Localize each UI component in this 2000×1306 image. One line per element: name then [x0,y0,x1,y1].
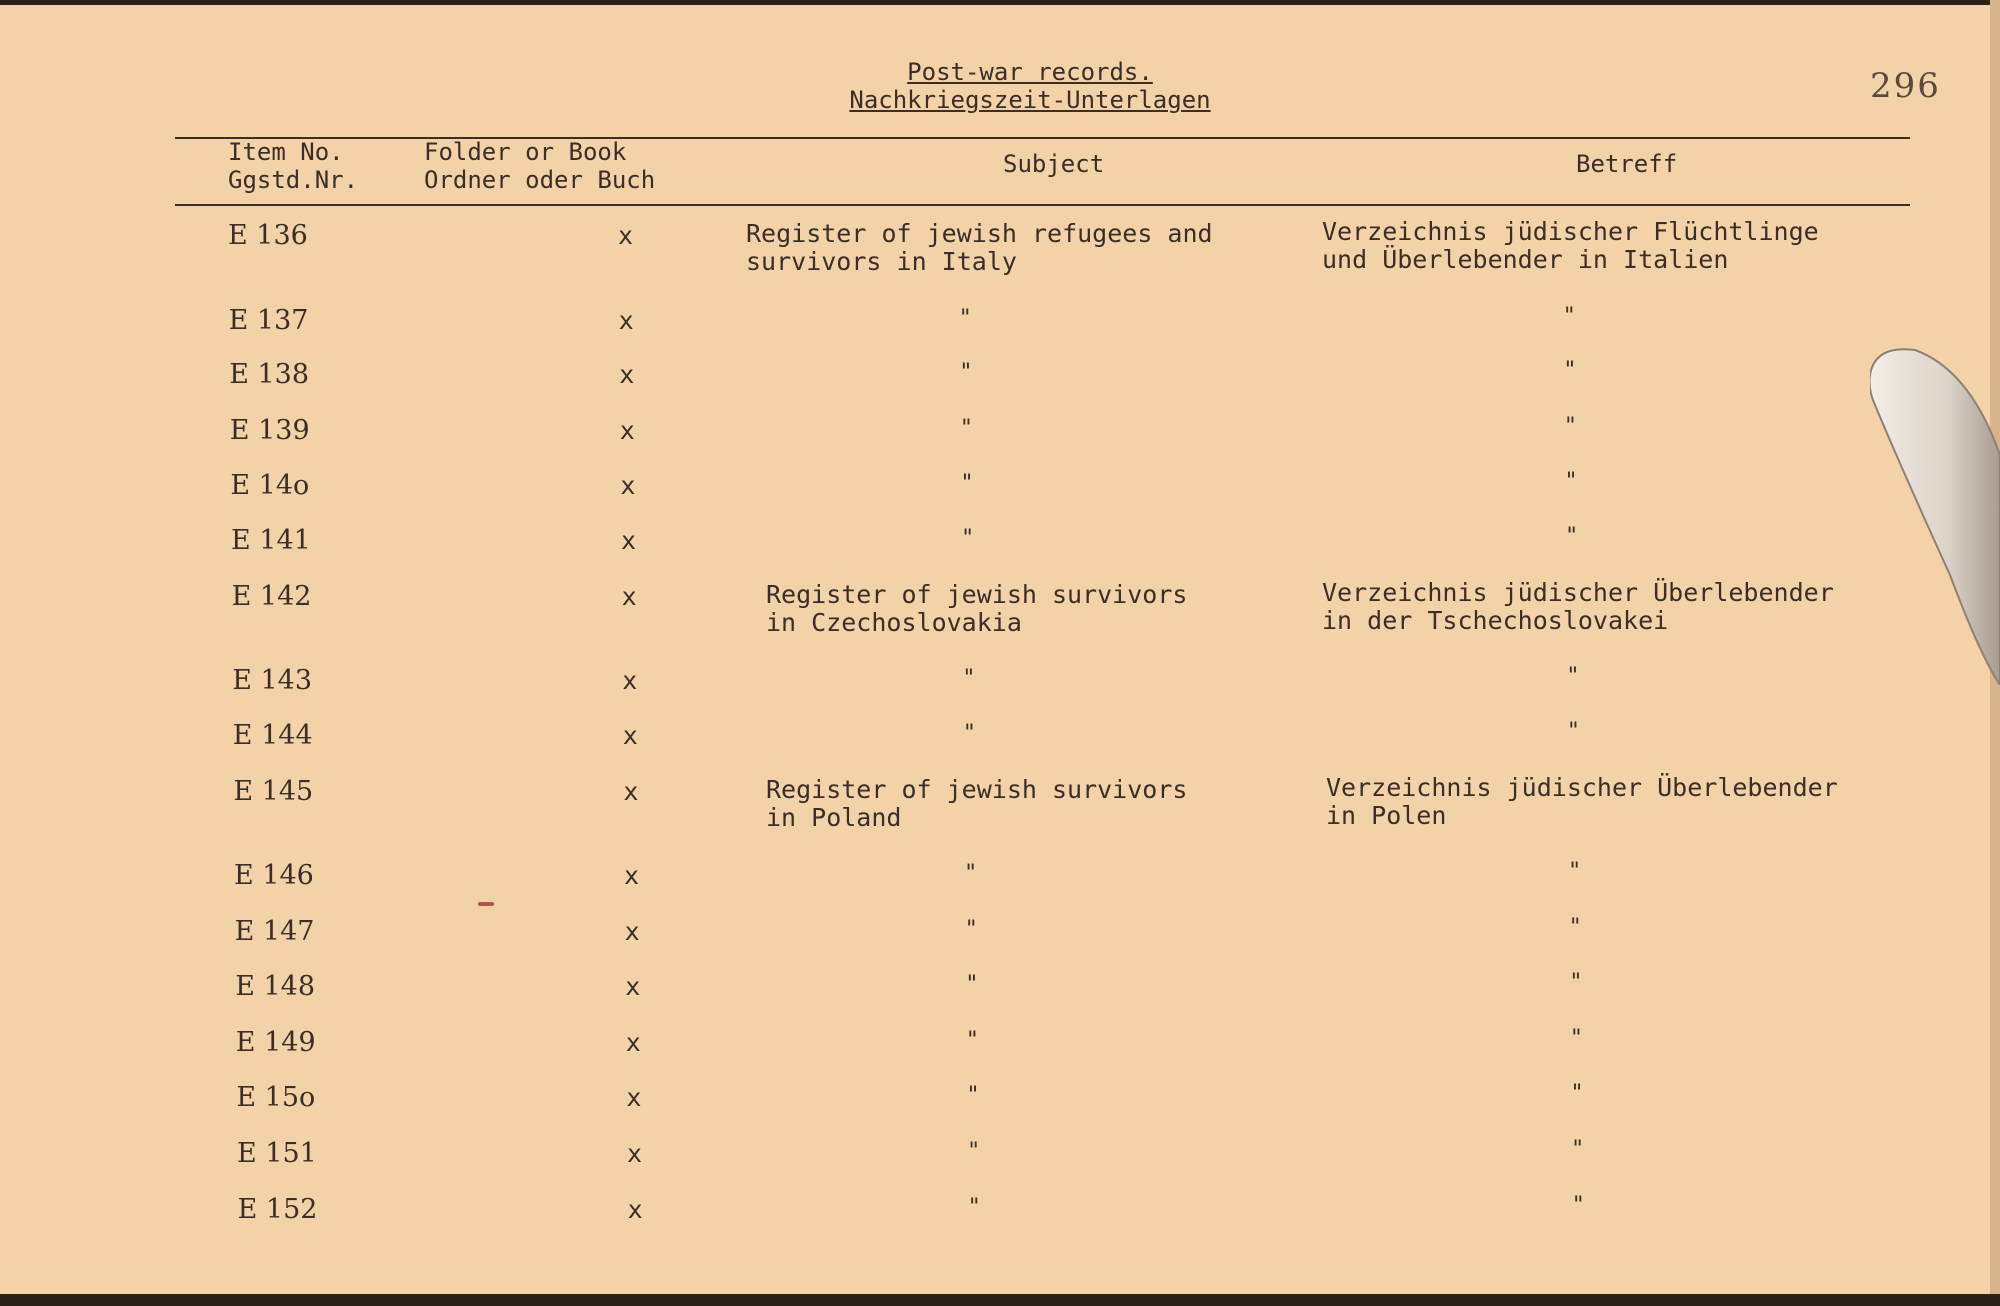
folder-mark: x [623,777,639,806]
folder-mark: x [624,917,640,946]
item-number: E 147 [234,916,315,947]
folder-mark: x [627,1195,643,1224]
item-number: E 149 [235,1027,316,1058]
subject-cell: " [962,666,976,691]
subject-cell: " [965,972,979,997]
item-number: E 15o [236,1082,316,1113]
betreff-cell: " [1568,859,1582,884]
tweezer-tip [1870,345,2000,685]
folder-mark: x [618,306,634,335]
item-number: E 138 [229,359,310,390]
subject-cell: " [959,416,974,441]
betreff-cell: " [1563,358,1577,383]
betreff-cell: " [1562,304,1576,329]
folder-mark: x [621,582,637,611]
betreff-cell: " [1564,469,1578,494]
subject-cell: Register of jewish survivors in Czechoslovakia [766,580,1188,637]
betreff-cell: Verzeichnis jüdischer Überlebender in der Tschechoslovakei [1322,578,1834,635]
header-betreff: Betreff [1576,150,1678,178]
page-top-edge [0,0,2000,5]
item-number: E 144 [232,720,313,751]
page-number: 296 [1870,66,1941,106]
folder-mark: x [626,1083,642,1112]
item-number: E 14o [230,470,310,501]
header-subject: Subject [1003,150,1105,178]
betreff-cell: " [1568,915,1582,940]
subject-cell: " [964,861,978,886]
betreff-cell: Verzeichnis jüdischer Überlebender in Polen [1326,773,1838,830]
subject-cell: " [967,1195,981,1220]
item-number: E 148 [235,971,316,1002]
folder-mark: x [619,416,635,445]
folder-mark: x [622,721,638,750]
subject-cell: " [958,306,972,331]
subject-cell: Register of jewish survivors in Poland [766,775,1188,832]
subject-cell: " [967,1139,981,1164]
betreff-cell: " [1571,1193,1585,1218]
item-number: E 137 [228,305,309,336]
betreff-cell: " [1569,1026,1584,1051]
folder-mark: x [624,861,640,890]
item-number: E 141 [231,525,311,556]
ink-speck [478,902,494,906]
item-number: E 145 [233,776,314,807]
betreff-cell: " [1571,1137,1585,1162]
page-bottom-edge [0,1294,2000,1306]
folder-mark: x [627,1139,643,1168]
header-folder-or-book: Folder or Book Ordner oder Buch [424,138,656,194]
subject-cell: " [965,1028,980,1053]
header-bottom-rule [175,204,1910,206]
subject-cell: " [960,471,974,496]
item-number: E 139 [229,415,310,446]
folder-mark: x [621,526,637,555]
item-number: E 151 [237,1138,317,1169]
subject-cell: Register of jewish refugees and survivors in Italy [746,219,1213,276]
betreff-cell: " [1570,1081,1584,1106]
title-english: Post-war records. [907,58,1153,86]
subject-cell: " [964,917,978,942]
subject-cell: " [966,1083,980,1108]
folder-mark: x [620,471,636,500]
subject-cell: " [961,526,975,551]
subject-cell: " [959,360,973,385]
betreff-cell: " [1563,414,1578,439]
betreff-cell: " [1566,719,1581,744]
header-item-no: Item No. Ggstd.Nr. [228,138,359,194]
item-number: E 152 [237,1194,318,1225]
folder-mark: x [618,221,634,250]
folder-mark: x [622,666,638,695]
item-number: E 143 [232,665,313,696]
folder-mark: x [625,1028,641,1057]
document-title [820,58,1240,114]
betreff-cell: " [1566,664,1580,689]
betreff-cell: " [1565,524,1579,549]
item-number: E 142 [231,581,312,612]
subject-cell: " [962,721,977,746]
item-number: E 146 [234,860,314,891]
folder-mark: x [625,972,641,1001]
item-number: E 136 [228,220,308,251]
title-german: Nachkriegszeit-Unterlagen [849,86,1211,114]
folder-mark: x [619,360,635,389]
betreff-cell: " [1569,970,1583,995]
betreff-cell: Verzeichnis jüdischer Flüchtlinge und Überlebender in Italien [1322,217,1819,274]
